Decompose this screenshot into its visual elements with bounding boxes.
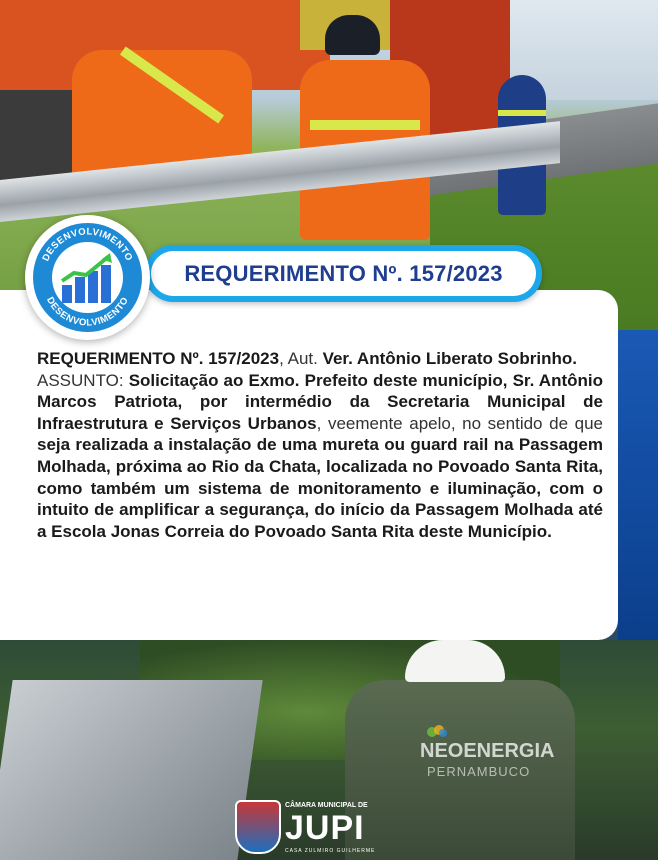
neoenergia-logo-icon (426, 724, 448, 738)
subject-part-1: Solicitação ao Exmo. Prefeito deste município, Sr. Antônio Marcos Patriota, por intermédio da Secretaria Municipal de Infraestrutura e Serviços Urbanos (37, 370, 603, 433)
content-card (0, 290, 618, 640)
neoenergia-name: NEOENERGIA (420, 740, 555, 762)
development-badge (25, 215, 150, 340)
neoenergia-region: PERNAMBUCO (427, 764, 531, 779)
municipal-crest-icon (235, 800, 281, 854)
footer-logo (235, 800, 395, 855)
title-banner (145, 245, 542, 302)
author: Ver. Antônio Liberato Sobrinho. (322, 349, 577, 368)
bucket-truck (0, 680, 263, 860)
requirement-text (37, 348, 603, 542)
growth-chart-icon (58, 251, 118, 306)
subject-part-2: , veemente apelo, no sentido de que (316, 413, 603, 433)
subject-label: ASSUNTO: (37, 370, 129, 390)
badge-bottom-text: DESENVOLVIMENTO (44, 295, 131, 329)
subject-part-3: seja realizada a instalação de uma mureta ou guard rail na Passagem Molhada, próxima ao Rio da Chata, localizada no Povoado Santa Rita, como também um sistema de monitoramento e iluminação, com o intuito de amplificar a segurança, do início da Passagem Molhada até a Escola Jonas Correia do Povoado Santa Rita deste Município. (37, 435, 603, 541)
page-title: REQUERIMENTO Nº. 157/2023 (184, 260, 503, 286)
worker-cap (325, 15, 380, 55)
org-big: JUPI (285, 809, 365, 847)
aut-label: , Aut. (279, 349, 323, 368)
org-small: CÂMARA MUNICIPAL DE (285, 802, 368, 809)
badge-top-text: DESENVOLVIMENTO (40, 226, 135, 264)
org-sub: CASA ZULMIRO GUILHERME (285, 848, 376, 854)
side-blue-strip (618, 330, 658, 640)
req-number: REQUERIMENTO Nº. 157/2023 (37, 349, 280, 368)
